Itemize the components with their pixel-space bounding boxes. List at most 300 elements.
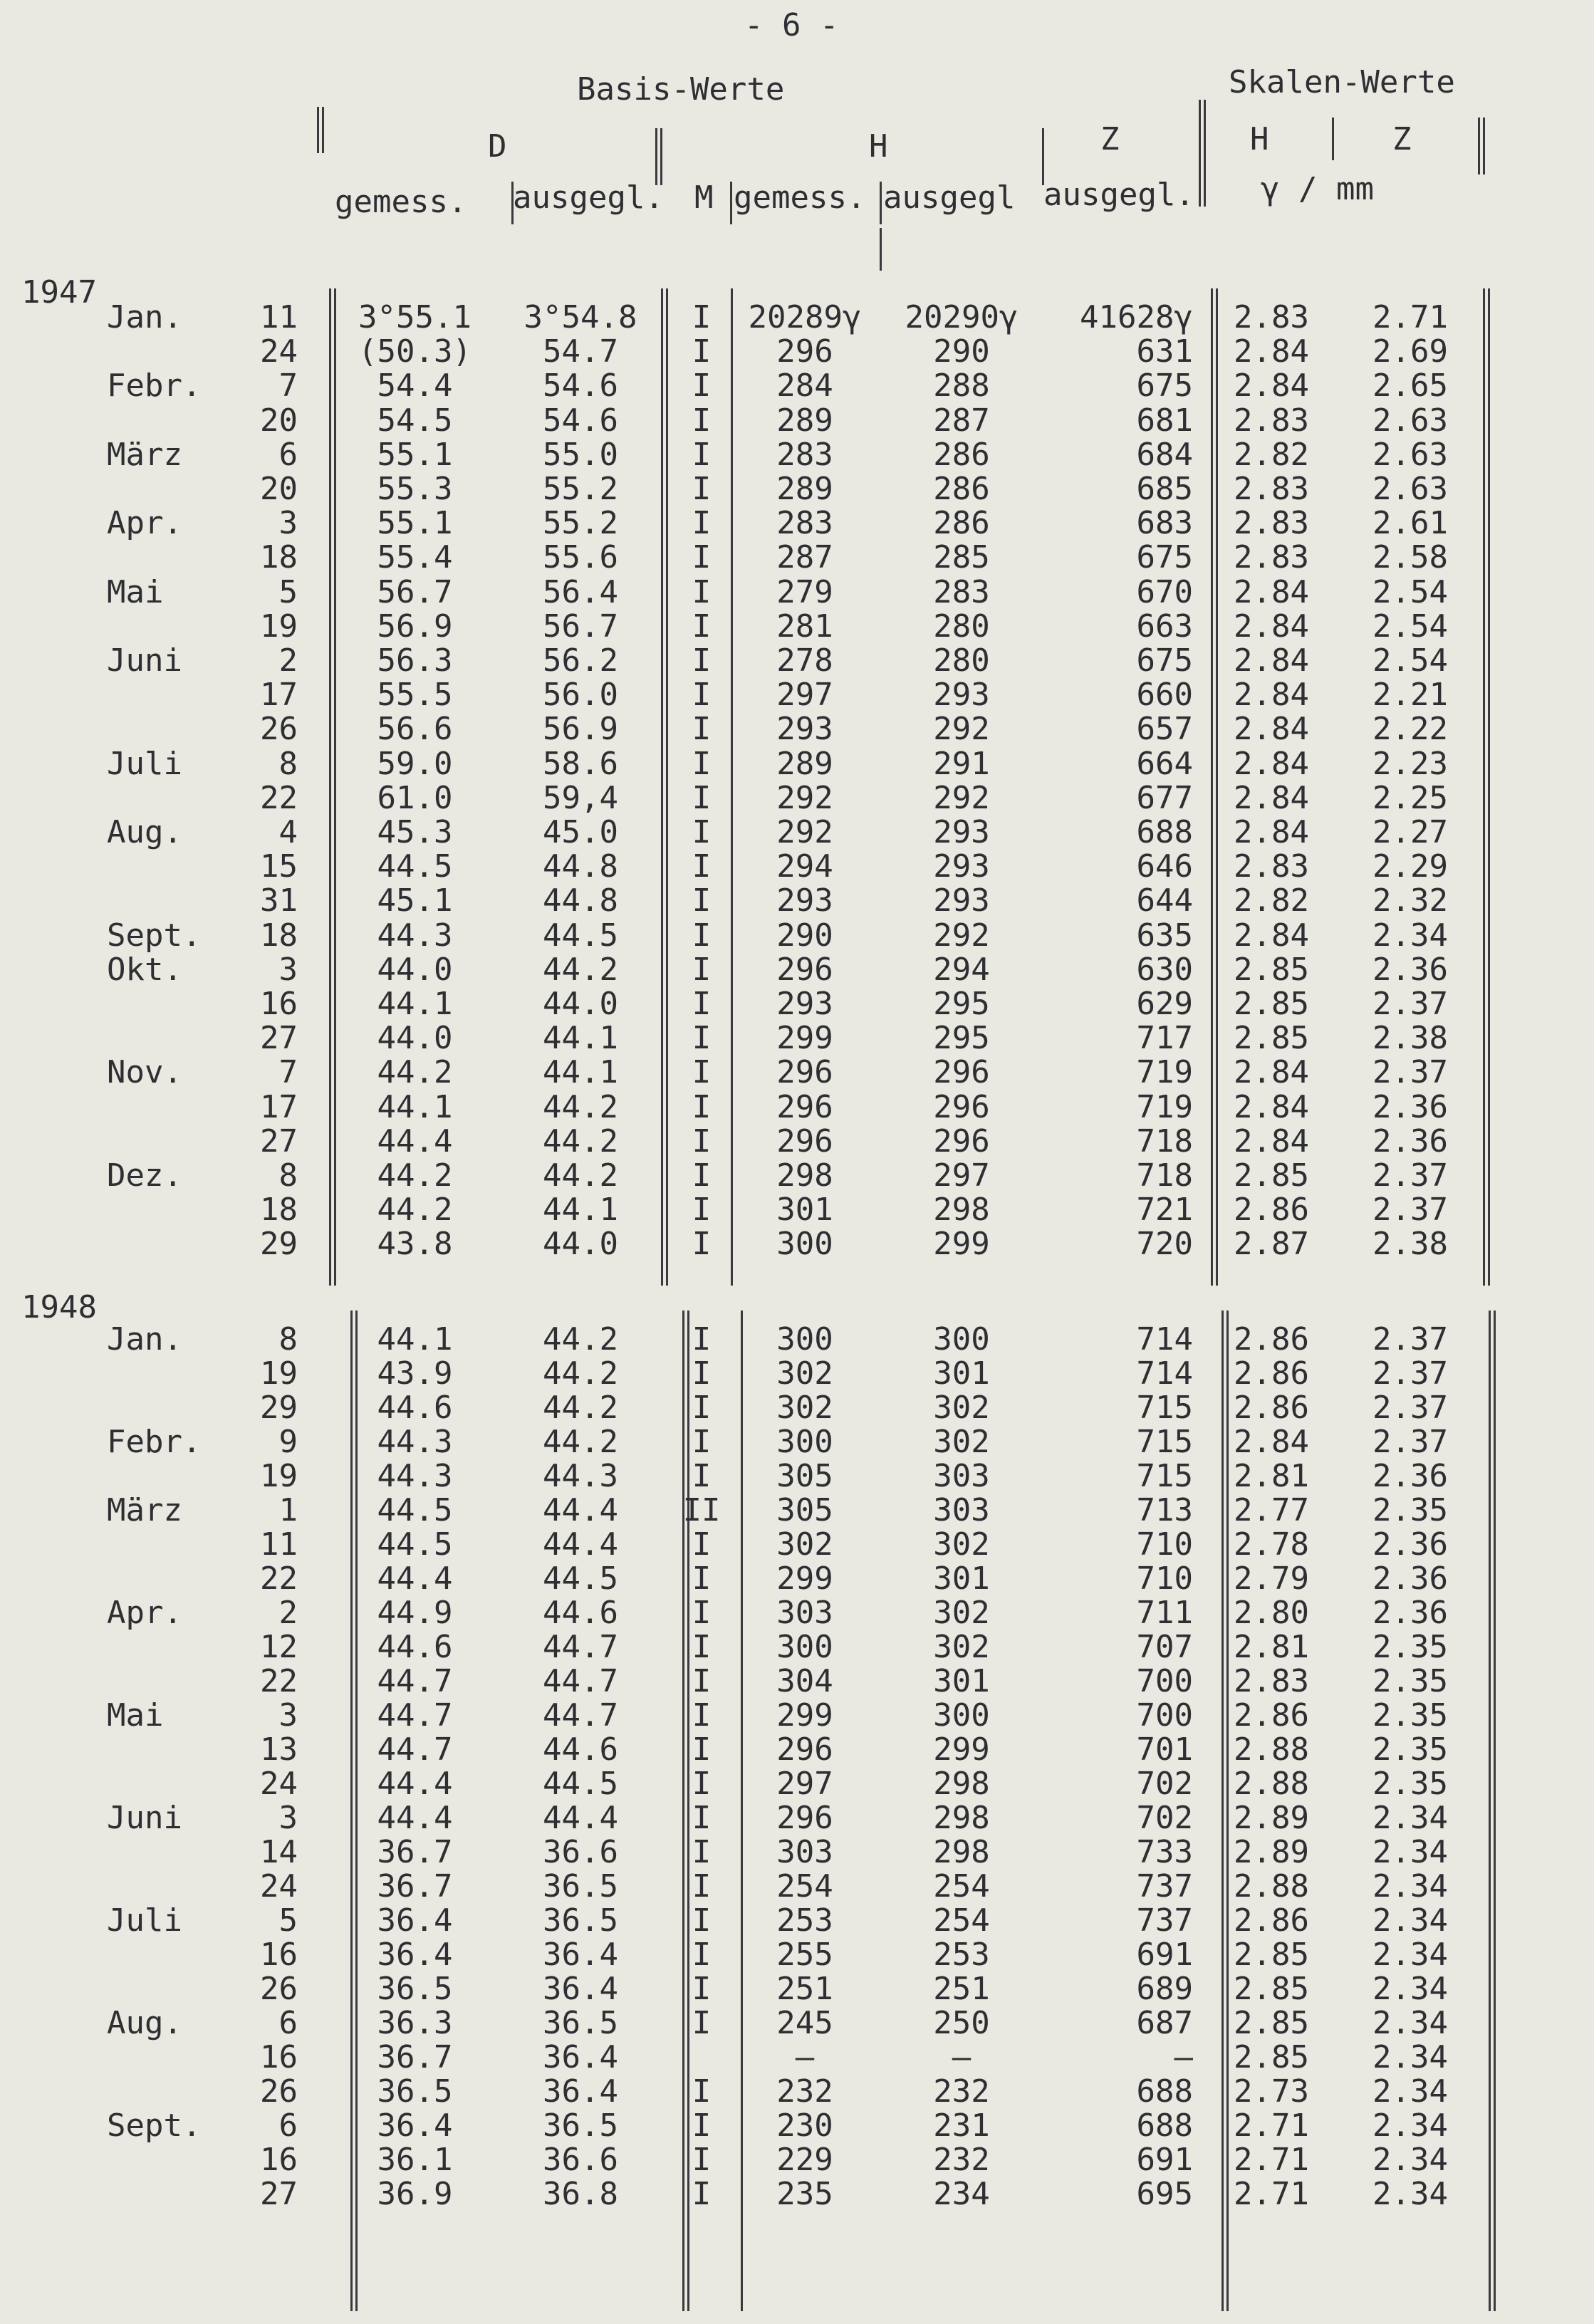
rule: [730, 182, 732, 224]
d-ausgegl-cell: 36.5: [543, 1902, 618, 1939]
day-cell: 7: [278, 1054, 298, 1091]
skalen-z-cell: 2.21: [1372, 677, 1448, 714]
skalen-h-cell: 2.85: [1234, 1020, 1309, 1057]
d-gemess-cell: 56.3: [377, 642, 453, 679]
z-ausgegl-cell: 733: [1136, 1834, 1193, 1870]
h-ausgegl-cell: 231: [933, 2107, 990, 2144]
h-gemess-cell: 299: [776, 1560, 833, 1597]
month-cell: Sept.: [107, 917, 202, 954]
skalen-z-cell: 2.35: [1372, 1663, 1448, 1699]
d-column-heading: D: [488, 128, 507, 165]
z-ausgegl-cell: 720: [1136, 1226, 1193, 1263]
d-gemess-cell: 44.1: [377, 986, 453, 1022]
m-heading: M: [694, 179, 714, 216]
skalen-z-cell: 2.36: [1372, 1560, 1448, 1597]
h-ausgegl-cell: 294: [933, 951, 990, 988]
z-ausgegl-cell: 711: [1136, 1595, 1193, 1631]
h-ausgegl-cell: 254: [933, 1868, 990, 1904]
d-ausgegl-cell: 54.6: [543, 368, 618, 405]
month-cell: März: [107, 436, 182, 473]
skalen-h-cell: 2.84: [1234, 333, 1309, 370]
d-ausgegl-cell: 36.8: [543, 2176, 618, 2212]
table-row: [0, 1458, 1594, 1492]
m-cell: I: [692, 333, 712, 370]
z-ausgegl-cell: 683: [1136, 505, 1193, 542]
z-ausgegl-cell: 677: [1136, 779, 1193, 816]
skalen-h-cell: 2.85: [1234, 986, 1309, 1022]
h-ausgegl-cell: 300: [933, 1697, 990, 1734]
skalen-h-cell: 2.85: [1234, 2005, 1309, 2041]
d-ausgegl-cell: 44.5: [543, 1560, 618, 1597]
d-gemess-cell: 55.1: [377, 436, 453, 473]
day-cell: 19: [260, 1355, 298, 1392]
table-row: [0, 1390, 1594, 1424]
h-gemess-cell: –: [795, 2039, 815, 2075]
day-cell: 11: [260, 1526, 298, 1563]
skalen-h-cell: 2.85: [1234, 2039, 1309, 2075]
unit-heading: γ / mm: [1261, 171, 1374, 207]
skalen-h-cell: 2.71: [1234, 2107, 1309, 2144]
skalen-z-cell: 2.35: [1372, 1697, 1448, 1734]
skalen-z-cell: 2.22: [1372, 711, 1448, 748]
skalen-h-cell: 2.85: [1234, 1157, 1309, 1194]
h-gemess-cell: 296: [776, 1122, 833, 1160]
table-row: [0, 1834, 1594, 1868]
table-row: [0, 1526, 1594, 1563]
m-cell: I: [692, 402, 712, 439]
h-ausgegl-cell: 293: [933, 882, 990, 919]
skalen-z-cell: 2.25: [1372, 779, 1448, 816]
m-cell: I: [692, 1192, 712, 1229]
z-ausgegl-cell: 660: [1136, 677, 1193, 714]
d-gemess-cell: 44.2: [377, 1054, 453, 1091]
table-row: [0, 1663, 1594, 1697]
skalen-z-cell: 2.34: [1372, 2073, 1448, 2110]
h-gemess-heading: gemess.: [734, 179, 866, 216]
z-ausgegl-cell: 644: [1136, 882, 1193, 919]
day-cell: 9: [278, 1424, 298, 1460]
z-ausgegl-cell: 657: [1136, 711, 1193, 748]
skalen-z-cell: 2.34: [1372, 2142, 1448, 2178]
table-row: [0, 1089, 1594, 1123]
h-gemess-cell: 232: [776, 2073, 833, 2110]
day-cell: 16: [260, 986, 298, 1022]
table-row: [0, 1971, 1594, 2005]
d-gemess-cell: 59.0: [377, 745, 453, 782]
h-ausgegl-cell: 291: [933, 745, 990, 782]
h-gemess-cell: 296: [776, 1088, 833, 1125]
skalen-h-cell: 2.84: [1234, 1054, 1309, 1091]
h-ausgegl-cell: 232: [933, 2073, 990, 2110]
d-gemess-cell: 44.3: [377, 1458, 453, 1494]
skalen-h-cell: 2.89: [1234, 1834, 1309, 1870]
skalen-h-cell: 2.81: [1234, 1629, 1309, 1665]
d-ausgegl-cell: 55.2: [543, 505, 618, 542]
h-ausgegl-cell: 295: [933, 1020, 990, 1057]
z-ausgegl-cell: 700: [1136, 1663, 1193, 1699]
month-cell: Jan.: [107, 299, 182, 335]
table-row: [0, 1800, 1594, 1834]
table-row: [0, 677, 1594, 714]
h-gemess-cell: 304: [776, 1663, 833, 1699]
m-cell: I: [692, 1663, 712, 1699]
day-cell: 18: [260, 1192, 298, 1229]
skalen-werte-heading: Skalen-Werte: [1229, 64, 1455, 100]
h-gemess-cell: 229: [776, 2142, 833, 2178]
skalen-z-cell: 2.37: [1372, 1355, 1448, 1392]
d-gemess-cell: 44.2: [377, 1192, 453, 1229]
d-gemess-cell: 45.3: [377, 814, 453, 850]
d-gemess-cell: 55.3: [377, 471, 453, 507]
table-row: [0, 505, 1594, 542]
day-cell: 29: [260, 1226, 298, 1263]
table-row: [0, 780, 1594, 814]
h-ausgegl-cell: 293: [933, 677, 990, 714]
h-gemess-cell: 289: [776, 745, 833, 782]
d-ausgegl-cell: 44.2: [543, 951, 618, 988]
d-gemess-cell: 56.6: [377, 711, 453, 748]
skalen-h-cell: 2.71: [1234, 2176, 1309, 2212]
m-cell: I: [692, 1390, 712, 1426]
day-cell: 17: [260, 677, 298, 714]
m-cell: I: [692, 1424, 712, 1460]
skalen-z-cell: 2.36: [1372, 951, 1448, 988]
h-gemess-cell: 253: [776, 1902, 833, 1939]
h-gemess-cell: 296: [776, 1054, 833, 1091]
table-row: [0, 574, 1594, 608]
d-ausgegl-cell: 59,4: [543, 779, 618, 816]
table-row: [0, 814, 1594, 848]
z-ausgegl-cell: 737: [1136, 1902, 1193, 1939]
d-ausgegl-cell: 44.3: [543, 1458, 618, 1494]
h-ausgegl-cell: 250: [933, 2005, 990, 2041]
table-row: [0, 1560, 1594, 1595]
day-cell: 26: [260, 1971, 298, 2007]
d-ausgegl-cell: 36.4: [543, 2073, 618, 2110]
d-ausgegl-heading: ausgegl.: [513, 179, 664, 216]
d-gemess-cell: 36.5: [377, 2073, 453, 2110]
z-ausgegl-cell: 689: [1136, 1971, 1193, 2007]
table-row: [0, 1868, 1594, 1902]
skalen-h-cell: 2.84: [1234, 368, 1309, 405]
month-cell: Okt.: [107, 951, 182, 988]
skalen-h-cell: 2.86: [1234, 1697, 1309, 1734]
d-gemess-cell: 56.7: [377, 573, 453, 610]
m-cell: I: [692, 642, 712, 679]
day-cell: 26: [260, 2073, 298, 2110]
h-ausgegl-cell: 302: [933, 1595, 990, 1631]
table-row: [0, 2142, 1594, 2176]
table-row: [0, 848, 1594, 885]
day-cell: 5: [278, 573, 298, 610]
h-gemess-cell: 292: [776, 779, 833, 816]
table-row: [0, 437, 1594, 471]
h-ausgegl-cell: 253: [933, 1937, 990, 1973]
z-ausgegl-cell: 715: [1136, 1390, 1193, 1426]
h-gemess-cell: 283: [776, 436, 833, 473]
z-ausgegl-cell: 718: [1136, 1157, 1193, 1194]
day-cell: 27: [260, 1020, 298, 1057]
h-gemess-cell: 302: [776, 1390, 833, 1426]
z-ausgegl-cell: 684: [1136, 436, 1193, 473]
z-ausgegl-cell: 688: [1136, 2107, 1193, 2144]
rule: [1483, 118, 1485, 174]
h-gemess-cell: 289: [776, 402, 833, 439]
h-gemess-cell: 281: [776, 608, 833, 645]
skalen-z-cell: 2.35: [1372, 1492, 1448, 1528]
d-ausgegl-cell: 44.2: [543, 1157, 618, 1194]
d-ausgegl-cell: 44.7: [543, 1663, 618, 1699]
d-ausgegl-cell: 58.6: [543, 745, 618, 782]
d-gemess-cell: 44.3: [377, 1424, 453, 1460]
month-cell: Apr.: [107, 1595, 182, 1631]
day-cell: 6: [278, 2107, 298, 2144]
d-gemess-cell: 44.6: [377, 1390, 453, 1426]
d-ausgegl-cell: 55.0: [543, 436, 618, 473]
d-gemess-cell: 44.4: [377, 1800, 453, 1836]
m-cell: I: [692, 1355, 712, 1392]
table-row: [0, 2107, 1594, 2142]
z-ausgegl-cell: 685: [1136, 471, 1193, 507]
table-row: [0, 1766, 1594, 1800]
d-gemess-cell: 44.1: [377, 1321, 453, 1358]
d-gemess-cell: 36.4: [377, 2107, 453, 2144]
rule: [317, 107, 319, 153]
table-row: [0, 1355, 1594, 1390]
day-cell: 18: [260, 917, 298, 954]
h-ausgegl-cell: 254: [933, 1902, 990, 1939]
day-cell: 22: [260, 1560, 298, 1597]
z-column-heading: Z: [1100, 121, 1120, 157]
m-cell: I: [692, 505, 712, 542]
skalen-z-cell: 2.36: [1372, 1088, 1448, 1125]
month-cell: Nov.: [107, 1054, 182, 1091]
h-ausgegl-cell: 300: [933, 1321, 990, 1358]
h-gemess-cell: 245: [776, 2005, 833, 2041]
m-cell: I: [692, 1937, 712, 1973]
h-ausgegl-cell: 295: [933, 986, 990, 1022]
table-row: [0, 1629, 1594, 1663]
d-gemess-cell: 36.5: [377, 1971, 453, 2007]
h-gemess-cell: 298: [776, 1157, 833, 1194]
h-ausgegl-cell: 297: [933, 1157, 990, 1194]
h-gemess-cell: 289: [776, 471, 833, 507]
day-cell: 24: [260, 1868, 298, 1904]
h-ausgegl-cell: 302: [933, 1526, 990, 1563]
day-cell: 6: [278, 2005, 298, 2041]
h-ausgegl-cell: 290: [933, 333, 990, 370]
m-cell: I: [692, 2073, 712, 2110]
skalen-h-cell: 2.80: [1234, 1595, 1309, 1631]
skalen-z-cell: 2.37: [1372, 1192, 1448, 1229]
z-ausgegl-cell: 691: [1136, 2142, 1193, 2178]
month-cell: Juni: [107, 642, 182, 679]
day-cell: 3: [278, 1697, 298, 1734]
d-ausgegl-cell: 44.2: [543, 1424, 618, 1460]
d-gemess-cell: 36.9: [377, 2176, 453, 2212]
day-cell: 17: [260, 1088, 298, 1125]
m-cell: II: [682, 1492, 721, 1528]
h-ausgegl-cell: 296: [933, 1054, 990, 1091]
m-cell: I: [692, 1054, 712, 1091]
h-gemess-cell: 279: [776, 573, 833, 610]
m-cell: I: [692, 368, 712, 405]
d-ausgegl-cell: 56.2: [543, 642, 618, 679]
table-row: [0, 608, 1594, 645]
day-cell: 6: [278, 436, 298, 473]
table-row: [0, 1595, 1594, 1629]
day-cell: 14: [260, 1834, 298, 1870]
d-gemess-cell: 44.2: [377, 1157, 453, 1194]
skalen-h-cell: 2.85: [1234, 951, 1309, 988]
h-gemess-cell: 251: [776, 1971, 833, 2007]
d-ausgegl-cell: 44.4: [543, 1492, 618, 1528]
m-cell: I: [692, 1902, 712, 1939]
h-ausgegl-cell: 302: [933, 1629, 990, 1665]
skalen-h-cell: 2.78: [1234, 1526, 1309, 1563]
d-gemess-cell: 36.7: [377, 2039, 453, 2075]
m-cell: I: [692, 1560, 712, 1597]
d-ausgegl-cell: 44.6: [543, 1595, 618, 1631]
d-ausgegl-cell: 54.6: [543, 402, 618, 439]
day-cell: 12: [260, 1629, 298, 1665]
d-ausgegl-cell: 36.5: [543, 2005, 618, 2041]
table-row: [0, 1321, 1594, 1358]
m-cell: I: [692, 573, 712, 610]
m-cell: I: [692, 1595, 712, 1631]
skalen-z-cell: 2.34: [1372, 1868, 1448, 1904]
table-row: [0, 642, 1594, 677]
h-ausgegl-cell: 301: [933, 1355, 990, 1392]
m-cell: I: [692, 1321, 712, 1358]
h-ausgegl-cell: 296: [933, 1122, 990, 1160]
z-ausgegl-cell: 646: [1136, 848, 1193, 885]
h-ausgegl-cell: 298: [933, 1834, 990, 1870]
skalen-z-cell: 2.37: [1372, 986, 1448, 1022]
skalen-h-cell: 2.86: [1234, 1321, 1309, 1358]
day-cell: 3: [278, 951, 298, 988]
skalen-z-cell: 2.36: [1372, 1458, 1448, 1494]
d-ausgegl-cell: 44.5: [543, 1766, 618, 1802]
d-gemess-cell: 55.5: [377, 677, 453, 714]
z-ausgegl-cell: 631: [1136, 333, 1193, 370]
d-gemess-cell: 55.4: [377, 539, 453, 576]
skalen-z-cell: 2.54: [1372, 608, 1448, 645]
table-row: [0, 333, 1594, 368]
z-ausgegl-heading: ausgegl.: [1043, 177, 1194, 213]
d-ausgegl-cell: 44.1: [543, 1192, 618, 1229]
h-ausgegl-cell: 280: [933, 642, 990, 679]
month-cell: März: [107, 1492, 182, 1528]
h-gemess-cell: 297: [776, 1766, 833, 1802]
h-column-heading: H: [869, 128, 888, 165]
skalen-h-cell: 2.84: [1234, 1088, 1309, 1125]
skalen-z-cell: 2.38: [1372, 1226, 1448, 1263]
m-cell: I: [692, 1731, 712, 1768]
z-ausgegl-cell: 663: [1136, 608, 1193, 645]
d-ausgegl-cell: 36.6: [543, 2142, 618, 2178]
skalen-h-cell: 2.83: [1234, 848, 1309, 885]
skalen-z-cell: 2.38: [1372, 1020, 1448, 1057]
skalen-z-cell: 2.34: [1372, 1971, 1448, 2007]
d-gemess-cell: 44.4: [377, 1560, 453, 1597]
h-gemess-cell: 287: [776, 539, 833, 576]
h-gemess-cell: 235: [776, 2176, 833, 2212]
skalen-z-cell: 2.37: [1372, 1321, 1448, 1358]
m-cell: I: [692, 608, 712, 645]
skalen-h-cell: 2.83: [1234, 471, 1309, 507]
month-cell: Aug.: [107, 2005, 182, 2041]
d-ausgegl-cell: 36.4: [543, 2039, 618, 2075]
z-ausgegl-cell: 737: [1136, 1868, 1193, 1904]
h-gemess-cell: 255: [776, 1937, 833, 1973]
skalen-z-cell: 2.37: [1372, 1424, 1448, 1460]
skalen-h-cell: 2.84: [1234, 745, 1309, 782]
table-row: [0, 711, 1594, 748]
h-gemess-cell: 278: [776, 642, 833, 679]
month-cell: Juli: [107, 1902, 182, 1939]
day-cell: 22: [260, 779, 298, 816]
skalen-h-cell: 2.88: [1234, 1731, 1309, 1768]
month-cell: Juni: [107, 1800, 182, 1836]
table-row: [0, 952, 1594, 986]
skalen-z-heading: Z: [1392, 121, 1412, 157]
rule: [1204, 100, 1206, 207]
day-cell: 20: [260, 471, 298, 507]
d-ausgegl-cell: 44.4: [543, 1526, 618, 1563]
skalen-h-cell: 2.84: [1234, 642, 1309, 679]
skalen-z-cell: 2.37: [1372, 1390, 1448, 1426]
h-ausgegl-cell: 286: [933, 436, 990, 473]
z-ausgegl-cell: –: [1174, 2039, 1193, 2075]
skalen-h-cell: 2.83: [1234, 539, 1309, 576]
h-ausgegl-cell: 286: [933, 505, 990, 542]
m-cell: I: [692, 1088, 712, 1125]
m-cell: I: [692, 986, 712, 1022]
d-ausgegl-cell: 44.2: [543, 1088, 618, 1125]
day-cell: 24: [260, 1766, 298, 1802]
m-cell: I: [692, 1766, 712, 1802]
m-cell: I: [692, 2176, 712, 2212]
d-ausgegl-cell: 56.4: [543, 573, 618, 610]
table-row: [0, 746, 1594, 780]
skalen-z-cell: 2.23: [1372, 745, 1448, 782]
h-gemess-cell: 302: [776, 1355, 833, 1392]
skalen-z-cell: 2.34: [1372, 2176, 1448, 2212]
rule: [880, 182, 882, 224]
h-ausgegl-cell: 286: [933, 471, 990, 507]
z-ausgegl-cell: 670: [1136, 573, 1193, 610]
skalen-z-cell: 2.35: [1372, 1731, 1448, 1768]
skalen-z-cell: 2.37: [1372, 1157, 1448, 1194]
z-ausgegl-cell: 710: [1136, 1560, 1193, 1597]
h-ausgegl-cell: 232: [933, 2142, 990, 2178]
d-ausgegl-cell: 55.6: [543, 539, 618, 576]
m-cell: I: [692, 745, 712, 782]
day-cell: 15: [260, 848, 298, 885]
skalen-z-cell: 2.63: [1372, 471, 1448, 507]
day-cell: 3: [278, 1800, 298, 1836]
m-cell: I: [692, 677, 712, 714]
rule: [1042, 128, 1044, 185]
m-cell: I: [692, 1458, 712, 1494]
d-ausgegl-cell: 44.8: [543, 882, 618, 919]
day-cell: 29: [260, 1390, 298, 1426]
day-cell: 24: [260, 333, 298, 370]
day-cell: 18: [260, 539, 298, 576]
skalen-z-cell: 2.34: [1372, 2107, 1448, 2144]
table-row: [0, 2073, 1594, 2110]
